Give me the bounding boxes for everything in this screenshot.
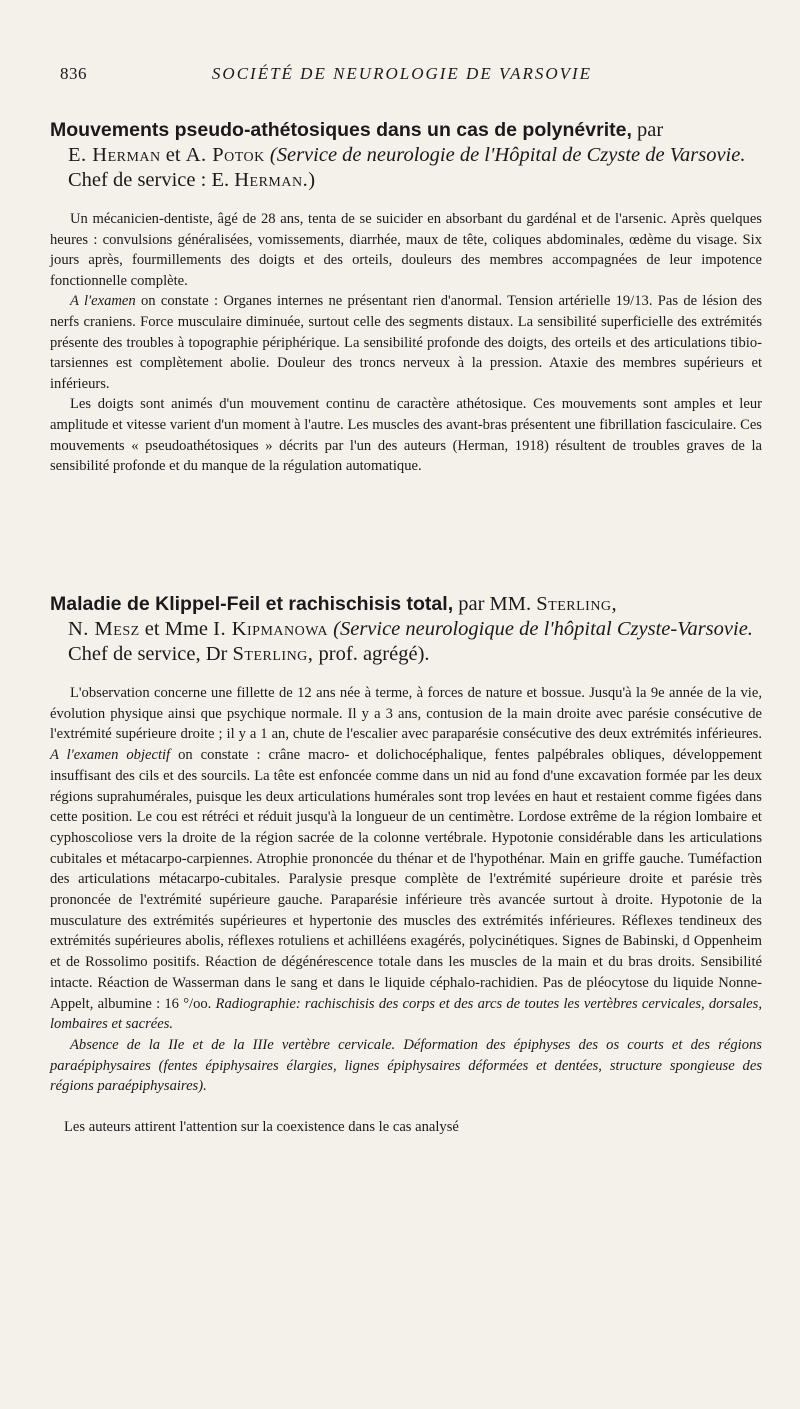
paragraph-text: : rachischisis des corps et des arcs de toutes les vertèbres cervicales, dorsales, lombaires et sacrées. [50, 995, 762, 1033]
by-word: par MM. [458, 593, 532, 615]
paragraph: Un mécanicien-dentiste, âgé de 28 ans, tenta de se suicider en absorbant du gardénal et de l'arsenic. Après quelques heures : convulsions généralisées, vomissements, diarrhée, maux de tête, coliques abdominales, œdème du visage. Six jours après, fourmillements des doigts et des orteils, douleurs des membres accompagnées de leur impotence fonctionnelle complète. [50, 211, 762, 289]
author-name: N. Mesz [68, 618, 140, 640]
paragraph: Absence de la IIe et de la IIIe vertèbre cervicale. Déformation des épiphyses des os courts et des régions paraépiphysaires (fentes épiphysaires élargies, lignes épiphysaires déformées et dentées, structure spongieuse des régions paraépiphysaires). [50, 1036, 762, 1095]
chief-name: Sterling, [232, 643, 314, 665]
italic-phrase: A l'examen objectif [50, 747, 171, 764]
article-klippel-feil [50, 592, 762, 1138]
author-name: Sterling, [536, 593, 618, 615]
heading-line-2 [68, 143, 762, 193]
and-word: et [165, 144, 181, 166]
author-name: E. Herman [68, 144, 161, 166]
chief-rank: prof. agrégé). [318, 643, 430, 665]
paragraph-text: on constate : Organes internes ne présentant rien d'anormal. Tension artérielle 19/13. Pas de lésion des nerfs craniens. Force musculaire diminuée, surtout celle des segments distaux. La sensibilité superficielle des extrémités présente des troubles à topographie périphérique. La sensibilité profonde des doigts, des orteils et des articulations tibio-tarsiennes est complètement abolie. Douleur des troncs nerveux à la pression. Ataxie des membres supérieurs et inférieurs. [50, 293, 762, 392]
chief-name: Herman. [234, 169, 309, 191]
italic-phrase: A l'examen [70, 293, 136, 310]
heading-line-2 [68, 617, 762, 667]
affiliation: (Service neurologique de l'hôpital Czyste-Varsovie. [333, 618, 753, 640]
author-name: I. Kipmanowa [213, 618, 329, 640]
article-body [50, 683, 762, 1138]
chief-label: Chef de service : E. [68, 169, 230, 191]
title-mme: Mme [164, 618, 208, 640]
paragraph-text: L'observation concerne une fillette de 12 ans née à terme, à forces de nature et bossue. Jusqu'à la 9e année de la vie, évolution physique ainsi que psychique normale. Il y a 3 ans, contusion de la main droite avec parésie consécutive de l'extrémité supérieure droite ; il y a 1 an, chute de l'escalier avec paraparésie consécutive des deux extrémités inférieures. [50, 685, 762, 743]
closing-paren: ) [308, 169, 316, 191]
article-heading [50, 592, 762, 667]
paragraph [50, 291, 762, 394]
article-heading [50, 118, 762, 193]
chief-label: Chef de service, Dr [68, 643, 228, 665]
paragraph-text: on constate : crâne macro- et dolichocéphalique, fentes palpébrales obliques, développement insuffisant des cils et des sourcils. La tête est enfoncée comme dans un nid au fond d'une excavation formée par les deux régions suprahumérales, puisque les deux articulations humérales sont trop levées en haut et restaient comme figées dans cette position. Le cou est rétréci et réduit jusqu'à la longueur de un centimètre. Lordose extrême de la région lombaire et cyphoscoliose vers la droite de la région sacrée de la colonne vertébrale. Hypotonie considérable dans les articulations cubitales et métacarpo-carpiennes. Atrophie prononcée du thénar et de l'hypothénar. Main en griffe gauche. Tuméfaction des articulations métacarpo-cubitales. Paralysie presque complète de l'extrémité supérieure droite et parésie très prononcée de l'extrémité supérieure gauche. Paraparésie inférieure très avancée surtout à droite. Hypotonie de la musculature des extrémités supérieures et hypertonie des muscles des extrémités inférieures. Réflexes tendineux des extrémités supérieures abolis, réflexes rotuliens et achilléens exagérés, polycinétiques. Signes de Babinski, d Oppenheim et de Rossolimo positifs. Réaction de dégénérescence totale dans les muscles de la main et du bras droits. Sensibilité intacte. Réaction de Wasserman dans le sang et dans le liquide céphalo-rachidien. Pas de pléocytose du liquide Nonne-Appelt, albumine : 16 °/oo. [50, 747, 762, 1012]
page-number: 836 [60, 64, 87, 83]
paragraph [50, 683, 762, 1035]
and-word: et [144, 618, 160, 640]
paragraph: Les auteurs attirent l'attention sur la coexistence dans le cas analysé [64, 1119, 459, 1136]
paragraph: Les doigts sont animés d'un mouvement continu de caractère athétosique. Ces mouvements sont amples et leur amplitude et vitesse varient d'un moment à l'autre. Les muscles des avant-bras présentent une fibrillation fasciculaire. Ces mouvements « pseudoathétosiques » décrits par l'un des auteurs (Herman, 1918) résultent de troubles graves de la sensibilité profonde et du manque de la régulation automatique. [50, 396, 762, 475]
article-title: Mouvements pseudo-athétosiques dans un cas de polynévrite, [50, 119, 632, 141]
article-body [50, 209, 762, 477]
article-polynevrite [50, 118, 762, 477]
italic-phrase: Radiographie [215, 995, 296, 1012]
by-word: par [637, 119, 664, 141]
affiliation: (Service de neurologie de l'Hôpital de Czyste de Varsovie. [269, 144, 746, 166]
running-header [60, 64, 744, 88]
journal-title: SOCIÉTÉ DE NEUROLOGIE DE VARSOVIE [211, 64, 593, 83]
author-name: A. Potok [185, 144, 265, 166]
article-title: Maladie de Klippel-Feil et rachischisis total, [50, 593, 454, 615]
